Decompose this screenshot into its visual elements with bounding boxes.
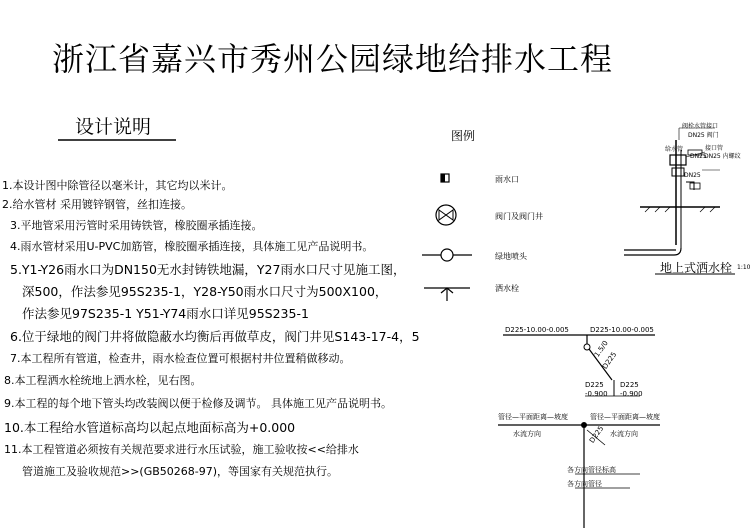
- pipe-label-lower-right-size: D225: [620, 381, 639, 389]
- design-note-6: 6.位于绿地的阀门井将做隐蔽水均衡后再做草皮，阀门井见S143-17-4，5: [10, 329, 420, 344]
- design-note-5-cont-2: 作法参见97S235-1 Y51-Y74雨水口详见95S235-1: [22, 306, 309, 321]
- design-note-10: 10.本工程给水管道标高均以起点地面标高为+0.000: [4, 420, 296, 435]
- legend-label-rain-inlet: 雨水口: [495, 175, 519, 184]
- pipe-label-vertical: D225: [588, 424, 606, 445]
- design-note-7: 7.本工程所有管道，检查井，雨水检查位置可根据村井位置稍做移动。: [10, 352, 351, 365]
- valve-well-icon: [436, 205, 456, 225]
- hydrant-caption: 地上式洒水栓: [660, 261, 733, 275]
- pipe-label-lower-left-size: D225: [585, 381, 604, 389]
- hydrant-label-supply: 给水管: [665, 146, 684, 153]
- hydrant-label-dn25-a: DN25: [690, 153, 707, 160]
- pipe-note-left-top: 管径—平面距离—坡度: [498, 413, 568, 421]
- pipe-note-bottom-top: 各方向管径标高: [567, 466, 616, 474]
- rain-inlet-icon: [441, 174, 449, 182]
- design-note-5-cont-1: 深500，作法参见95S235-1，Y28-Y50雨水口尺寸为500X100，: [22, 284, 388, 299]
- hydrant-scale: 1:10: [737, 264, 750, 271]
- pipe-note-left-bottom: 水流方向: [513, 430, 541, 438]
- legend-heading: 图例: [451, 129, 476, 143]
- hydrant-label-joint: 接口管: [705, 145, 724, 152]
- hydrant-label-interface: 阀栓水管接口: [682, 123, 719, 130]
- pipe-label-diagonal-slope: 1.5/0: [593, 339, 610, 359]
- design-note-3: 3.平地管采用污管时采用铸铁管，橡胶圈承插连接。: [10, 219, 263, 232]
- pipe-label-lower-left-elev: -0.900: [585, 390, 608, 398]
- design-note-4: 4.雨水管材采用U-PVC加筋管，橡胶圈承插连接，具体施工见产品说明书。: [10, 240, 374, 253]
- page-title: 浙江省嘉兴市秀州公园绿地给排水工程: [52, 40, 614, 78]
- legend-label-sprinkler-head: 绿地喷头: [495, 252, 527, 261]
- pipe-note-right-top: 管径—平面距离—坡度: [590, 413, 660, 421]
- hydrant-label-thread: DN25 内螺纹: [704, 153, 741, 160]
- design-note-9: 9.本工程的每个地下管头均改装阀以便于检修及调节。 具体施工见产品说明书。: [4, 397, 392, 410]
- legend-label-valve-well: 阀门及阀门井: [495, 212, 543, 221]
- hydrant-label-dn25-b: DN25: [684, 172, 701, 179]
- legend-label-hose-bib: 洒水栓: [495, 284, 519, 293]
- design-notes-heading: 设计说明: [75, 116, 152, 138]
- sprinkler-head-icon: [422, 249, 472, 261]
- design-note-8: 8.本工程洒水栓统地上洒水栓，见右图。: [4, 374, 202, 387]
- design-note-5: 5.Y1-Y26雨水口为DN150无水封铸铁地漏，Y27雨水口尺寸见施工图，: [10, 262, 406, 277]
- pipe-label-upper-left: D225-10.00-0.005: [505, 326, 569, 334]
- design-note-11: 11.本工程管道必须按有关规范要求进行水压试验，施工验收按<<给排水: [4, 443, 359, 456]
- design-note-2: 2.给水管材 采用镀锌钢管，丝扣连接。: [2, 198, 192, 211]
- design-note-11-cont: 管道施工及验收规范>>(GB50268-97)，等国家有关规范执行。: [22, 465, 339, 478]
- pipe-label-upper-right: D225-10.00-0.005: [590, 326, 654, 334]
- pipe-note-bottom-bottom: 各方向管径: [567, 480, 602, 488]
- pipe-label-lower-right-elev: -0.900: [620, 390, 643, 398]
- hose-bib-icon: [424, 288, 470, 301]
- design-note-1: 1.本设计图中除管径以毫米计，其它均以米计。: [2, 179, 233, 192]
- pipe-label-diagonal-size: D225: [601, 350, 619, 371]
- pipe-note-right-bottom: 水流方向: [610, 430, 638, 438]
- hydrant-label-valve: DN25 阀门: [688, 132, 719, 139]
